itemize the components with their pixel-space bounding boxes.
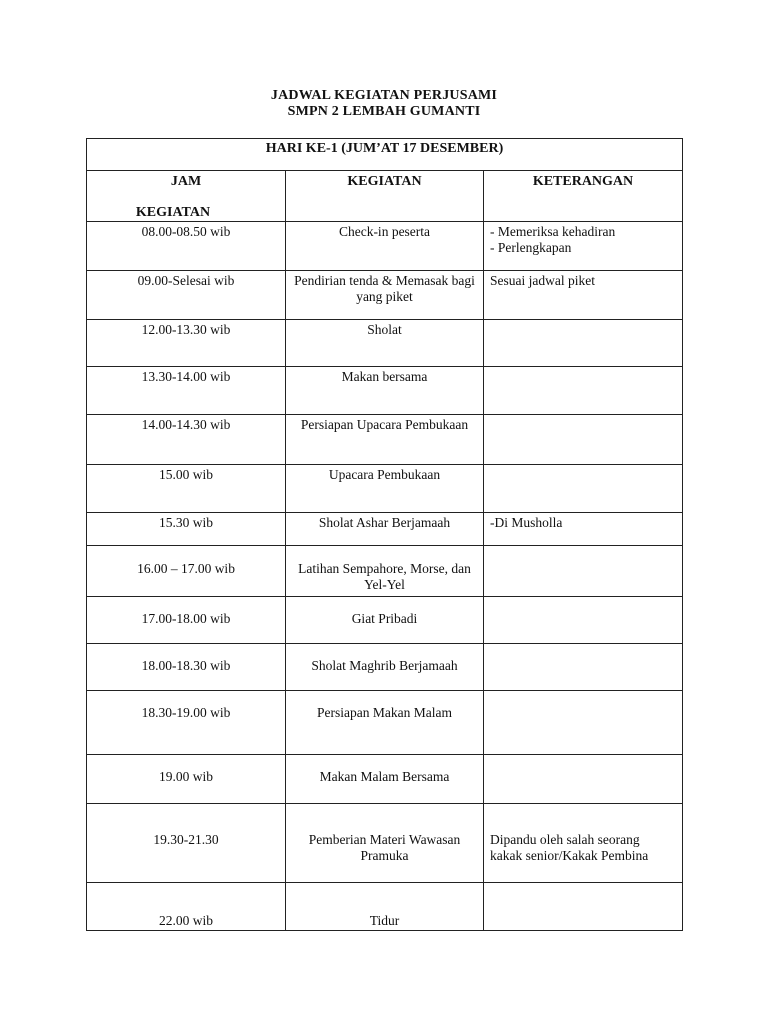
day-header-row	[87, 139, 683, 171]
time-text: 19.30-21.30	[153, 832, 219, 847]
note-content	[490, 320, 682, 322]
note-content	[490, 415, 682, 417]
activity-cell	[286, 465, 484, 513]
activity-text: Sholat	[367, 322, 402, 337]
time-cell	[87, 644, 286, 691]
time-cell	[87, 222, 286, 271]
activity-cell	[286, 546, 484, 597]
document-title: JADWAL KEGIATAN PERJUSAMI	[270, 88, 498, 103]
column-header-note-label: KETERANGAN	[532, 174, 634, 189]
time-text: 15.30 wib	[159, 515, 213, 530]
note-line: -Di Musholla	[490, 515, 563, 530]
activity-cell	[286, 755, 484, 804]
note-cell	[484, 883, 683, 931]
note-cell	[484, 597, 683, 644]
time-cell	[87, 465, 286, 513]
note-content	[490, 804, 682, 864]
activity-text: Pemberian Materi Wawasan Pramuka	[308, 832, 461, 863]
note-content	[490, 644, 682, 646]
time-text: 17.00-18.00 wib	[141, 611, 231, 626]
note-cell	[484, 367, 683, 415]
time-cell	[87, 320, 286, 367]
note-line: Sesuai jadwal piket	[490, 273, 595, 288]
time-cell	[87, 691, 286, 755]
day-header: HARI KE-1 (JUM’AT 17 DESEMBER)	[87, 139, 683, 171]
note-line: Dipandu oleh salah seorang kakak senior/Kakak Pembina	[490, 832, 649, 863]
table-row	[87, 367, 683, 415]
note-content	[490, 597, 682, 599]
activity-cell	[286, 691, 484, 755]
table-row	[87, 320, 683, 367]
table-row	[87, 755, 683, 804]
activity-text: Persiapan Makan Malam	[317, 705, 452, 720]
note-content	[490, 755, 682, 757]
note-cell	[484, 804, 683, 883]
table-row	[87, 804, 683, 883]
note-cell	[484, 415, 683, 465]
note-content	[490, 271, 682, 289]
note-line: - Perlengkapan	[490, 240, 572, 255]
time-cell	[87, 597, 286, 644]
time-text: 13.30-14.00 wib	[141, 369, 231, 384]
table-row	[87, 691, 683, 755]
schedule-table	[86, 138, 683, 931]
activity-cell	[286, 597, 484, 644]
table-row	[87, 271, 683, 320]
note-content	[490, 883, 682, 885]
column-header-time	[87, 171, 286, 222]
table-row	[87, 465, 683, 513]
document-subtitle: SMPN 2 LEMBAH GUMANTI	[287, 104, 481, 119]
note-cell	[484, 320, 683, 367]
time-text: 12.00-13.30 wib	[141, 322, 231, 337]
note-content	[490, 222, 682, 256]
time-cell	[87, 415, 286, 465]
time-text: 18.30-19.00 wib	[141, 705, 231, 720]
activity-text: Makan Malam Bersama	[319, 769, 450, 784]
note-cell	[484, 271, 683, 320]
activity-cell	[286, 415, 484, 465]
table-row	[87, 546, 683, 597]
time-text: 14.00-14.30 wib	[141, 417, 231, 432]
activity-text: Tidur	[369, 913, 400, 928]
table-row	[87, 597, 683, 644]
activity-text: Pendirian tenda & Memasak bagi yang piket	[294, 273, 475, 304]
activity-cell	[286, 271, 484, 320]
time-cell	[87, 271, 286, 320]
table-row	[87, 222, 683, 271]
note-content	[490, 465, 682, 467]
note-cell	[484, 691, 683, 755]
note-content	[490, 546, 682, 548]
activity-text: Latihan Sempahore, Morse, dan Yel-Yel	[298, 561, 471, 592]
table-row	[87, 883, 683, 931]
activity-cell	[286, 883, 484, 931]
activity-text: Giat Pribadi	[351, 611, 418, 626]
time-text: 19.00 wib	[159, 769, 213, 784]
note-line: - Memeriksa kehadiran	[490, 224, 616, 239]
table-row	[87, 644, 683, 691]
time-cell	[87, 513, 286, 546]
time-text: 09.00-Selesai wib	[137, 273, 235, 288]
note-cell	[484, 546, 683, 597]
column-header-row	[87, 171, 683, 222]
time-cell	[87, 883, 286, 931]
time-cell	[87, 804, 286, 883]
activity-cell	[286, 367, 484, 415]
table-row	[87, 513, 683, 546]
column-header-activity	[286, 171, 484, 222]
activity-text: Sholat Maghrib Berjamaah	[311, 658, 458, 673]
note-content	[490, 691, 682, 693]
activity-cell	[286, 320, 484, 367]
time-text: 08.00-08.50 wib	[141, 224, 231, 239]
time-text: 18.00-18.30 wib	[141, 658, 231, 673]
activity-cell	[286, 222, 484, 271]
time-cell	[87, 367, 286, 415]
activity-text: Upacara Pembukaan	[328, 467, 441, 482]
note-cell	[484, 644, 683, 691]
activity-text: Makan bersama	[341, 369, 428, 384]
activity-text: Sholat Ashar Berjamaah	[318, 515, 451, 530]
time-text: 15.00 wib	[159, 467, 213, 482]
activity-text: Persiapan Upacara Pembukaan	[300, 417, 469, 432]
column-header-time-line2: KEGIATAN	[135, 205, 211, 220]
note-cell	[484, 513, 683, 546]
column-header-note	[484, 171, 683, 222]
activity-cell	[286, 804, 484, 883]
note-cell	[484, 222, 683, 271]
note-content	[490, 367, 682, 369]
column-header-activity-label: KEGIATAN	[347, 174, 422, 189]
time-text: 16.00 – 17.00 wib	[137, 561, 235, 576]
time-text: 22.00 wib	[159, 913, 213, 928]
activity-cell	[286, 644, 484, 691]
schedule-rows	[87, 222, 683, 931]
note-content	[490, 513, 682, 531]
activity-cell	[286, 513, 484, 546]
time-cell	[87, 546, 286, 597]
note-cell	[484, 465, 683, 513]
table-row	[87, 415, 683, 465]
activity-text: Check-in peserta	[338, 224, 431, 239]
note-cell	[484, 755, 683, 804]
time-cell	[87, 755, 286, 804]
column-header-time-line1: JAM	[170, 174, 202, 189]
